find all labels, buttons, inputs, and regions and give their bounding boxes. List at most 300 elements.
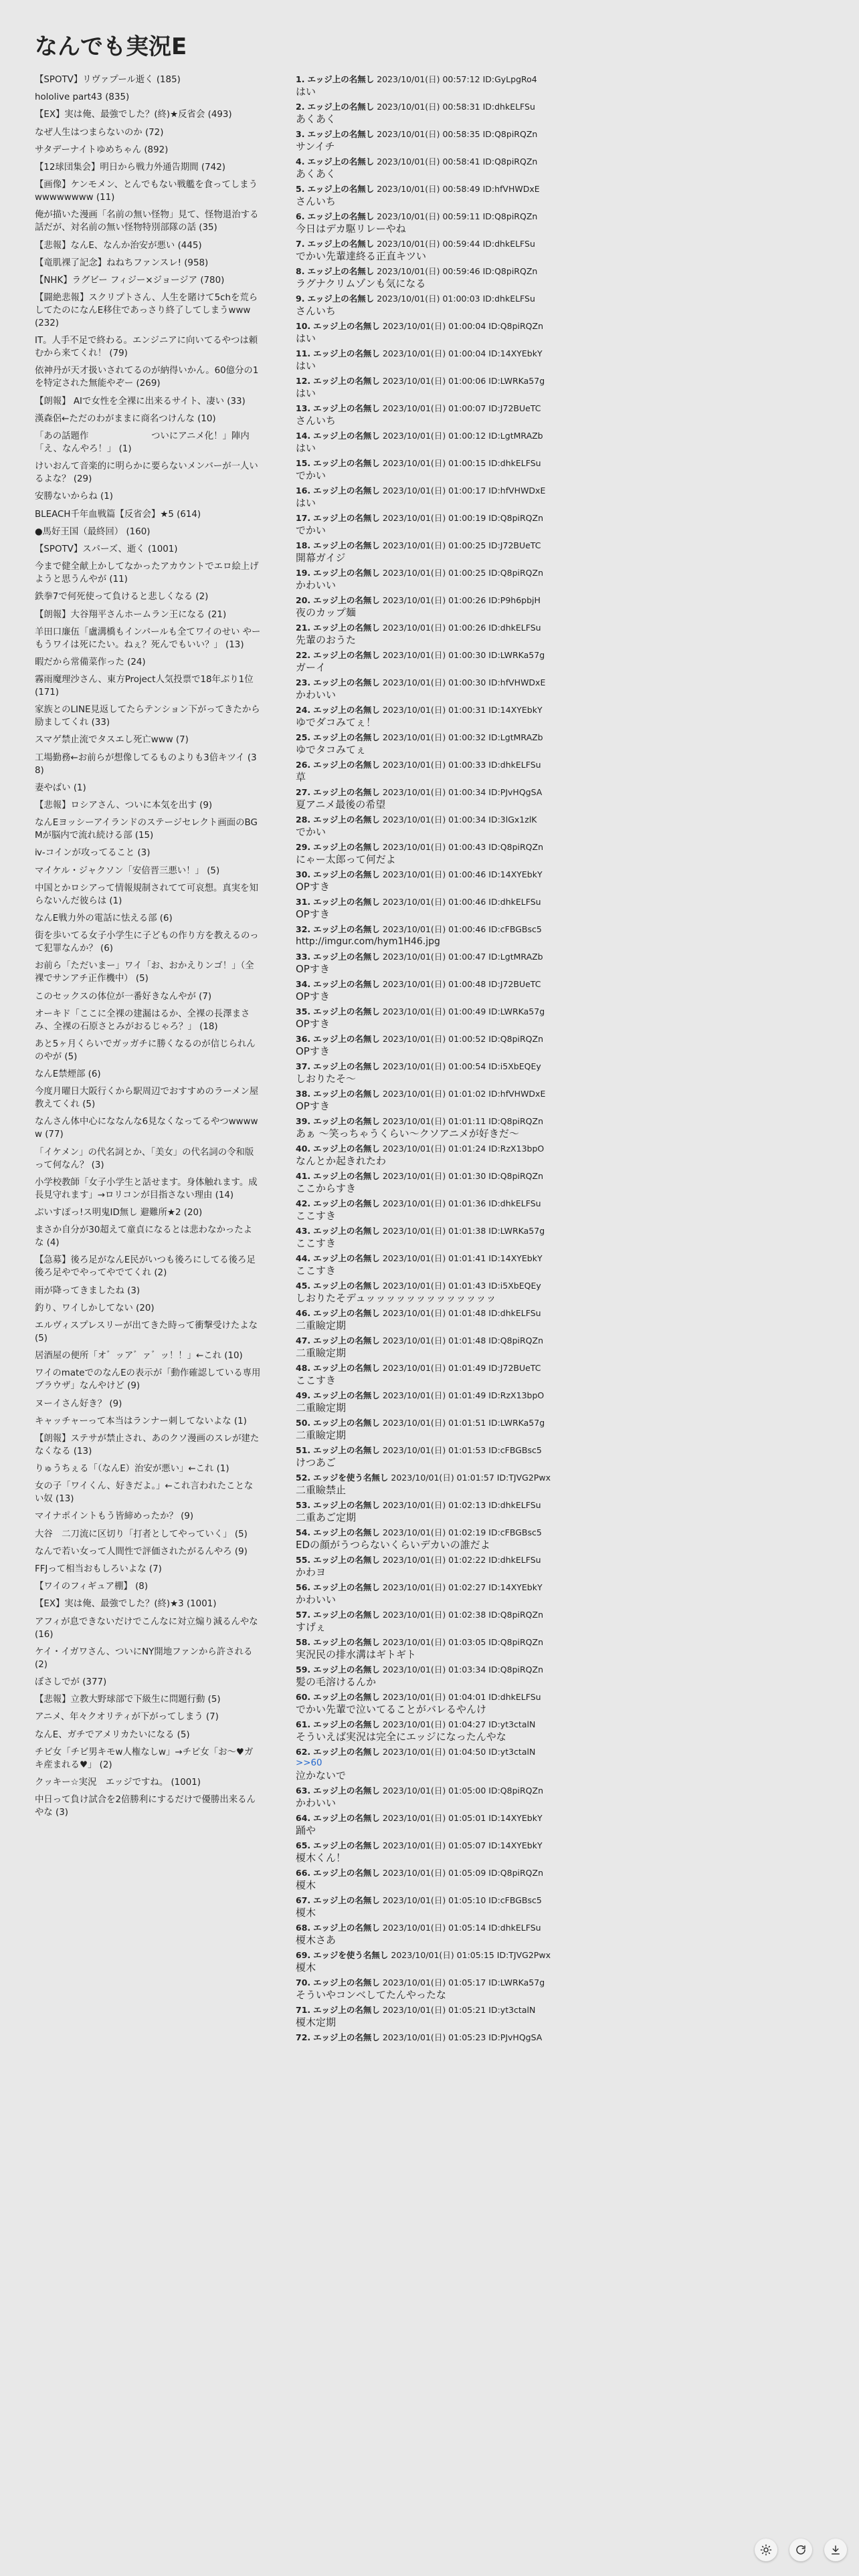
post-number[interactable]: 45. <box>296 1281 311 1291</box>
thread-link[interactable]: IT。人手不足で終わる。エンジニアに向いてるやつは頼むから来てくれ！ (79) <box>35 336 258 359</box>
thread-link[interactable]: けいおんて音楽的に明らかに要らないメンバーが一人いるよな？ (29) <box>35 461 258 485</box>
poster-name: エッジ上の名無し <box>313 815 380 825</box>
post-body: 開幕ガイジ <box>296 552 346 564</box>
post-date-id[interactable]: 2023/10/01(日) 00:59:11 ID:Q8piRQZn <box>377 211 538 221</box>
post-number[interactable]: 66. <box>296 1868 311 1878</box>
post-header <box>296 1895 583 1906</box>
post <box>296 1867 583 1892</box>
post-header <box>296 649 583 661</box>
thread-link[interactable]: 家族とのLINE見返してたらテンション下がってきたから励ましてくれ (33) <box>35 705 260 728</box>
post-number[interactable]: 4. <box>296 156 305 167</box>
thread-link[interactable]: hololive part43 (835) <box>35 92 130 103</box>
post-header <box>296 1609 583 1620</box>
post-header <box>296 704 583 716</box>
post <box>296 348 583 372</box>
post-number[interactable]: 69. <box>296 1950 311 1960</box>
thread-link[interactable]: 【悲報】立教大野球部で下級生に問題行動 (5) <box>35 1695 221 1705</box>
thread-link[interactable]: 【朗報】大谷翔平さんホームラン王になる (21) <box>35 609 227 620</box>
thread-link[interactable]: まさか自分が30超えて童貞になるとは悲わなかったよな (4) <box>35 1225 253 1249</box>
post <box>296 1088 583 1113</box>
post-number[interactable]: 2. <box>296 102 305 112</box>
thread-link[interactable]: なんで若い女って人間性で評価されたがるんやろ (9) <box>35 1546 248 1557</box>
post-date-id[interactable]: 2023/10/01(日) 01:00:52 ID:Q8piRQZn <box>382 1034 544 1044</box>
post <box>296 1664 583 1689</box>
post-number[interactable]: 39. <box>296 1116 311 1126</box>
post-date-id[interactable]: 2023/10/01(日) 01:03:05 ID:Q8piRQZn <box>382 1637 544 1647</box>
post-number[interactable]: 61. <box>296 1719 311 1729</box>
thread-link[interactable]: 工場勤務←お前らが想像してるものよりも3倍キツイ (38) <box>35 752 257 776</box>
post-date-id[interactable]: 2023/10/01(日) 01:00:46 ID:14XYEbkY <box>382 869 543 879</box>
post-date-id[interactable]: 2023/10/01(日) 01:01:11 ID:Q8piRQZn <box>382 1116 544 1126</box>
post-number[interactable]: 62. <box>296 1747 311 1757</box>
post-date-id[interactable]: 2023/10/01(日) 01:00:34 ID:PJvHQgSA <box>382 787 543 797</box>
thread-link[interactable]: 「あの話題作 ついにアニメ化！」陣内「え、なんやろ！」 (1) <box>35 431 250 454</box>
poster-name: エッジ上の名無し <box>313 2005 380 2015</box>
poster-name: エッジ上の名無し <box>307 266 375 276</box>
thread-link[interactable]: BLEACH千年血戦篇【反省会】★5 (614) <box>35 509 201 520</box>
post-number[interactable]: 29. <box>296 842 311 852</box>
post-header <box>296 1691 583 1703</box>
post-number[interactable]: 43. <box>296 1226 311 1236</box>
post-number[interactable]: 37. <box>296 1061 311 1071</box>
poster-name: エッジ上の名無し <box>313 431 380 441</box>
poster-name: エッジ上の名無し <box>313 1719 380 1729</box>
thread-link[interactable]: 【悲報】ロシアさん、ついに本気を出す (9) <box>35 800 213 811</box>
thread-link[interactable]: 【ワイのフィギュア棚】 (8) <box>35 1582 149 1592</box>
thread-link[interactable]: なんE、ガチでアメリカたいになる (5) <box>35 1729 190 1740</box>
post-number[interactable]: 60. <box>296 1692 311 1702</box>
post <box>296 375 583 400</box>
post-number[interactable]: 34. <box>296 979 311 989</box>
poster-name: エッジ上の名無し <box>313 1006 380 1016</box>
post-number[interactable]: 33. <box>296 952 311 962</box>
thread-link[interactable]: 中日って負け試合を2倍勝利にするだけで優勝出来るんやな (3) <box>35 1795 256 1818</box>
post-number[interactable]: 9. <box>296 294 305 304</box>
post-number[interactable]: 63. <box>296 1786 311 1796</box>
thread-link[interactable]: マイナポイントもう皆締めったか？ (9) <box>35 1511 194 1522</box>
post-date-id[interactable]: 2023/10/01(日) 01:01:48 ID:dhkELFSu <box>382 1308 541 1318</box>
post-date-id[interactable]: 2023/10/01(日) 01:00:26 ID:dhkELFSu <box>382 623 541 633</box>
post-date-id[interactable]: 2023/10/01(日) 01:05:09 ID:Q8piRQZn <box>382 1868 544 1878</box>
thread-link[interactable]: アニメ、年々クオリティが下がってしまう (7) <box>35 1712 219 1723</box>
post-date-id[interactable]: 2023/10/01(日) 01:00:47 ID:LgtMRAZb <box>382 952 543 962</box>
post-number[interactable]: 1. <box>296 74 305 84</box>
post-number[interactable]: 8. <box>296 266 305 276</box>
thread-link[interactable]: FFJって相当おもしろいよな (7) <box>35 1564 162 1574</box>
thread-link[interactable]: 【闘絶悲報】スクリプトさん、人生を賭けて5chを荒らしてたのになんE移住であっさり終了してしまうwww (232) <box>35 293 258 329</box>
thread-link[interactable]: 安勝ないからね (1) <box>35 492 113 502</box>
post-date-id[interactable]: 2023/10/01(日) 01:01:48 ID:Q8piRQZn <box>382 1335 544 1346</box>
post-date-id[interactable]: 2023/10/01(日) 01:00:25 ID:Q8piRQZn <box>382 568 544 578</box>
thread-link[interactable]: マイケル・ジャクソン「安倍晋三悪い！」 (5) <box>35 865 220 876</box>
post-date-id[interactable]: 2023/10/01(日) 00:58:31 ID:dhkELFSu <box>377 102 535 112</box>
post-date-id[interactable]: 2023/10/01(日) 01:02:27 ID:14XYEbkY <box>382 1582 543 1592</box>
post-date-id[interactable]: 2023/10/01(日) 01:01:49 ID:J72BUeTC <box>382 1363 541 1373</box>
post-header <box>296 2004 583 2016</box>
thread-link[interactable]: ぶいすぽっ!ス明鬼ID無し 避難所★2 (20) <box>35 1208 203 1218</box>
thread-link[interactable]: スマゲ禁止流でタスエし死亡www (7) <box>35 735 189 746</box>
thread-link[interactable]: 【SPOTV】リヴァプール逝く (185) <box>35 75 181 85</box>
post-number[interactable]: 10. <box>296 321 311 331</box>
post <box>296 622 583 647</box>
thread-link[interactable]: 【悲報】なんE、なんか治安が悪い (445) <box>35 240 202 251</box>
post-header <box>296 128 583 140</box>
thread-link[interactable]: ワイのmateでのなんEの表示が「動作確認している専用ブラウザ」なんやけど (9) <box>35 1368 261 1392</box>
thread-link[interactable]: 小学校教師「女子小学生と話せます。身体触れます。成長見守れます」→ロリコンが目指さない理由 (14) <box>35 1177 258 1200</box>
post-body: 髪の毛溶けるんか <box>296 1676 377 1688</box>
page-title: なんでも実況E <box>35 33 187 60</box>
post-date-id[interactable]: 2023/10/01(日) 00:58:41 ID:Q8piRQZn <box>377 156 538 167</box>
post-number[interactable]: 21. <box>296 623 311 633</box>
thread-link[interactable]: 「イケメン」の代名詞とか、「美女」の代名詞の令和版って何なん？ (3) <box>35 1147 254 1170</box>
thread-link[interactable]: 鉄拳7で何死使って負けると悲しくなる (2) <box>35 592 209 603</box>
post-number[interactable]: 26. <box>296 760 311 770</box>
thread-link[interactable]: 【EX】実は俺、最強でした？(終)★反省会 (493) <box>35 110 232 120</box>
reload-icon <box>795 2544 807 2556</box>
post <box>296 978 583 1003</box>
post <box>296 1691 583 1716</box>
post-header <box>296 1922 583 1933</box>
post-number[interactable]: 65. <box>296 1840 311 1850</box>
post-body: ここすき <box>296 1237 337 1249</box>
post-date-id[interactable]: 2023/10/01(日) 01:04:01 ID:dhkELFSu <box>382 1692 541 1702</box>
post-date-id[interactable]: 2023/10/01(日) 01:04:50 ID:yt3ctalN <box>382 1747 536 1757</box>
thread-link[interactable]: なんE禁煙部 (6) <box>35 1069 101 1080</box>
poster-name: エッジ上の名無し <box>313 1500 380 1510</box>
post-number[interactable]: 5. <box>296 184 305 194</box>
thread-link[interactable]: 霧雨魔理沙さん、東方Project人気投票で18年ぶり1位 (171) <box>35 675 254 698</box>
thread-link[interactable]: ヌーイさん好き？ (9) <box>35 1398 122 1409</box>
post-number[interactable]: 28. <box>296 815 311 825</box>
thread-link[interactable]: ⅳ-コインが攻ってること (3) <box>35 848 151 859</box>
post-number[interactable]: 42. <box>296 1198 311 1208</box>
post-header <box>296 732 583 743</box>
post <box>296 1061 583 1085</box>
post-date-id[interactable]: 2023/10/01(日) 01:00:54 ID:i5XbEQEy <box>382 1061 541 1071</box>
post-date-id[interactable]: 2023/10/01(日) 01:00:03 ID:dhkELFSu <box>377 294 535 304</box>
post-number[interactable]: 47. <box>296 1335 311 1346</box>
thread-link[interactable]: 暇だから常備菜作った (24) <box>35 657 146 667</box>
post-header <box>296 403 583 414</box>
post-date-id[interactable]: 2023/10/01(日) 00:58:35 ID:Q8piRQZn <box>377 129 538 139</box>
post-number[interactable]: 50. <box>296 1418 311 1428</box>
post-date-id[interactable]: 2023/10/01(日) 01:02:13 ID:dhkELFSu <box>382 1500 541 1510</box>
thread-link[interactable]: 居酒屋の便所「オ゛ッア゛ァ゛ッ！！」←これ (10) <box>35 1351 243 1362</box>
post-date-id[interactable]: 2023/10/01(日) 01:02:22 ID:dhkELFSu <box>382 1555 541 1565</box>
post-date-id[interactable]: 2023/10/01(日) 01:00:46 ID:cFBGBsc5 <box>382 924 542 934</box>
post-body: ここからすき <box>296 1182 357 1194</box>
post-body: でかい <box>296 524 326 536</box>
thread-link[interactable]: オーキド「ここに全裸の建漏はるか、全裸の長澤まさみ、全裸の石原さとみがおるじゃろ？」 (18) <box>35 1008 250 1032</box>
post-body[interactable]: http://imgur.com/hym1H46.jpg <box>296 936 440 947</box>
thread-link[interactable]: 【EX】実は俺、最強でした？(終)★3 (1001) <box>35 1599 217 1610</box>
post-date-id[interactable]: 2023/10/01(日) 01:00:34 ID:3lGx1zlK <box>382 815 537 825</box>
post-number[interactable]: 25. <box>296 732 311 742</box>
post-body: さんいち <box>296 415 337 427</box>
post-date-id[interactable]: 2023/10/01(日) 01:01:41 ID:14XYEbkY <box>382 1253 543 1263</box>
thread-link[interactable]: お前ら「ただいまー」ワイ「お、おかえりンゴ！」（全裸でサンアチ正作機中） (5) <box>35 961 254 984</box>
post-date-id[interactable]: 2023/10/01(日) 00:57:12 ID:GyLpgRo4 <box>377 74 537 84</box>
theme-toggle-button[interactable] <box>755 2539 777 2561</box>
post-body: なんとか起きれたわ <box>296 1155 387 1167</box>
thread-link[interactable]: 【SPOTV】スパーズ、逝く (1001) <box>35 544 178 554</box>
post-body: でかい <box>296 469 326 481</box>
post-number[interactable]: 32. <box>296 924 311 934</box>
thread-link[interactable]: ケイ・イガワさん、ついにNY開地ファンから許される (2) <box>35 1646 253 1670</box>
post-date-id[interactable]: 2023/10/01(日) 01:00:19 ID:Q8piRQZn <box>382 513 544 523</box>
post-date-id[interactable]: 2023/10/01(日) 01:02:19 ID:cFBGBsc5 <box>382 1527 542 1537</box>
thread-link[interactable]: 今度月曜日大阪行くから駅周辺でおすすめのラーメン屋教えてくれ (5) <box>35 1087 259 1110</box>
post-header <box>296 869 583 880</box>
post-date-id[interactable]: 2023/10/01(日) 01:00:30 ID:hfVHWDxE <box>382 677 546 687</box>
thread-link[interactable]: ぼさしでが (377) <box>35 1677 107 1687</box>
post-number[interactable]: 36. <box>296 1034 311 1044</box>
post-number[interactable]: 12. <box>296 376 311 386</box>
thread-link[interactable]: 【朗報】ステサが禁止され、あのクソ漫画のスレが建たなくなる (13) <box>35 1433 260 1457</box>
post-date-id[interactable]: 2023/10/01(日) 00:59:44 ID:dhkELFSu <box>377 239 535 249</box>
thread-link[interactable]: りゅうちぇる「（なんE）治安が悪い」←これ (1) <box>35 1464 229 1475</box>
post-number[interactable]: 19. <box>296 568 311 578</box>
post <box>296 1499 583 1524</box>
post <box>296 1253 583 1277</box>
poster-name: エッジ上の名無し <box>313 1061 380 1071</box>
post-number[interactable]: 38. <box>296 1089 311 1099</box>
poster-name: エッジ上の名無し <box>313 979 380 989</box>
thread-link[interactable]: なんさん体中心にななんな6見なくなってるやつwwwww (77) <box>35 1117 258 1140</box>
post-number[interactable]: 52. <box>296 1473 311 1483</box>
post-number[interactable]: 14. <box>296 431 311 441</box>
poster-name: エッジ上の名無し <box>313 513 380 523</box>
post-date-id[interactable]: 2023/10/01(日) 00:59:46 ID:Q8piRQZn <box>377 266 538 276</box>
post-date-id[interactable]: 2023/10/01(日) 01:05:17 ID:LWRKa57g <box>382 1977 545 1988</box>
thread-link[interactable]: このセックスの体位が一番好きなんやが (7) <box>35 991 212 1002</box>
post <box>296 1417 583 1442</box>
post <box>296 320 583 345</box>
post-number[interactable]: 48. <box>296 1363 311 1373</box>
post-date-id[interactable]: 2023/10/01(日) 01:00:07 ID:J72BUeTC <box>382 403 541 413</box>
post-date-id[interactable]: 2023/10/01(日) 01:00:31 ID:14XYEbkY <box>382 705 543 715</box>
post-date-id[interactable]: 2023/10/01(日) 01:00:26 ID:P9h6pbjH <box>382 595 541 605</box>
post-body: にゃー太郎って何だよ <box>296 853 396 865</box>
thread-link[interactable]: 羊田口廉伍「盧溝橋もインパールも全てワイのせい やーもうワイは死にたい。ねぇ？死んでもいい？」 (13) <box>35 627 261 650</box>
post-number[interactable]: 72. <box>296 2032 311 2042</box>
post-date-id[interactable]: 2023/10/01(日) 01:05:23 ID:PJvHQgSA <box>382 2032 543 2042</box>
post-date-id[interactable]: 2023/10/01(日) 01:00:06 ID:LWRKa57g <box>382 376 545 386</box>
post-number[interactable]: 3. <box>296 129 305 139</box>
thread-link[interactable]: あと5ヶ月くらいでガッガチに勝くなるのが信じられんのやが (5) <box>35 1039 256 1062</box>
post-date-id[interactable]: 2023/10/01(日) 01:00:43 ID:Q8piRQZn <box>382 842 544 852</box>
post-body: あぁ ～笑っちゃうくらい～クソアニメが好きだ～ <box>296 1128 519 1140</box>
post-date-id[interactable]: 2023/10/01(日) 01:01:43 ID:i5XbEQEy <box>382 1281 541 1291</box>
thread-link[interactable]: 【竜肌裸了記念】ねねちファンスレ! (958) <box>35 257 209 268</box>
post-number[interactable]: 7. <box>296 239 305 249</box>
thread-link[interactable]: 【画像】ケンモメン、とんでもない戦艦を食ってしまうwwwwwwww (11) <box>35 180 258 203</box>
post-number[interactable]: 57. <box>296 1610 311 1620</box>
post-date-id[interactable]: 2023/10/01(日) 01:01:49 ID:RzX13bpO <box>382 1390 545 1400</box>
post-number[interactable]: 15. <box>296 458 311 468</box>
post-number[interactable]: 27. <box>296 787 311 797</box>
post <box>296 1977 583 2002</box>
post-date-id[interactable]: 2023/10/01(日) 01:00:33 ID:dhkELFSu <box>382 760 541 770</box>
post-date-id[interactable]: 2023/10/01(日) 01:05:07 ID:14XYEbkY <box>382 1840 543 1850</box>
post-date-id[interactable]: 2023/10/01(日) 01:01:36 ID:dhkELFSu <box>382 1198 541 1208</box>
post-date-id[interactable]: 2023/10/01(日) 01:01:38 ID:LWRKa57g <box>382 1226 545 1236</box>
post-date-id[interactable]: 2023/10/01(日) 01:05:10 ID:cFBGBsc5 <box>382 1895 542 1905</box>
thread-link[interactable]: アフィが息できないだけでこんなに対立煽り減るんやな (16) <box>35 1616 258 1640</box>
post-body: OPすき <box>296 1045 330 1057</box>
poster-name: エッジ上の名無し <box>313 1198 380 1208</box>
post-number[interactable]: 6. <box>296 211 305 221</box>
post-date-id[interactable]: 2023/10/01(日) 01:05:21 ID:yt3ctalN <box>382 2005 536 2015</box>
thread-link[interactable]: キャッチャーって本当はランナー刺してないよな (1) <box>35 1416 247 1426</box>
thread-link[interactable]: なんE戦力外の電話に怯える部 (6) <box>35 913 173 924</box>
thread-link[interactable]: 雨が降ってきましたね (3) <box>35 1285 140 1296</box>
post <box>296 759 583 784</box>
post <box>296 1582 583 1606</box>
post-number[interactable]: 56. <box>296 1582 311 1592</box>
post-body: あくあく <box>296 168 337 180</box>
thread-link[interactable]: 俺が描いた漫画「名前の無い怪物」見て、怪物退治する話だが、対名前の無い怪物特別部隊の話 (35) <box>35 210 259 233</box>
post-date-id[interactable]: 2023/10/01(日) 01:00:30 ID:LWRKa57g <box>382 650 545 660</box>
post-number[interactable]: 59. <box>296 1665 311 1675</box>
thread-link[interactable]: 【急募】後ろ足がなんE民がいつも後ろにしてる後ろ足後ろ足やでやってやでてくれ (2) <box>35 1255 256 1279</box>
thread-link[interactable]: サタデーナイトゆめちゃん (892) <box>35 144 169 155</box>
post-number[interactable]: 30. <box>296 869 311 879</box>
post-number[interactable]: 68. <box>296 1923 311 1933</box>
poster-name: エッジ上の名無し <box>313 486 380 496</box>
thread-link[interactable]: 【朗報】 AIで女性を全裸に出来るサイト、凄い (33) <box>35 396 246 407</box>
post-date-id[interactable]: 2023/10/01(日) 01:02:38 ID:Q8piRQZn <box>382 1610 544 1620</box>
post-date-id[interactable]: 2023/10/01(日) 01:01:57 ID:TJVG2Pwx <box>391 1473 551 1483</box>
post <box>296 1527 583 1551</box>
poster-name: エッジ上の名無し <box>313 732 380 742</box>
post-number[interactable]: 13. <box>296 403 311 413</box>
post-date-id[interactable]: 2023/10/01(日) 01:00:49 ID:LWRKa57g <box>382 1006 545 1016</box>
post <box>296 704 583 729</box>
post-number[interactable]: 44. <box>296 1253 311 1263</box>
thread-link[interactable]: エルヴィスプレスリーが出てきた時って衝撃受けたよな (5) <box>35 1320 258 1344</box>
post-number[interactable]: 16. <box>296 486 311 496</box>
post-number[interactable]: 54. <box>296 1527 311 1537</box>
post-date-id[interactable]: 2023/10/01(日) 01:00:12 ID:LgtMRAZb <box>382 431 543 441</box>
thread-link[interactable]: 妻やばい (1) <box>35 782 86 793</box>
thread-link[interactable]: 漢森侶←ただのわがままに商名つけんな (10) <box>35 413 216 424</box>
thread-link[interactable]: 女の子「ワイくん、好きだよ。」←これ言われたことない奴 (13) <box>35 1481 254 1505</box>
post-date-id[interactable]: 2023/10/01(日) 01:04:27 ID:yt3ctalN <box>382 1719 536 1729</box>
post-number[interactable]: 49. <box>296 1390 311 1400</box>
reply-anchor-link[interactable]: >>60 <box>296 1758 322 1768</box>
post-date-id[interactable]: 2023/10/01(日) 01:00:17 ID:hfVHWDxE <box>382 486 546 496</box>
post-number[interactable]: 67. <box>296 1895 311 1905</box>
post-date-id[interactable]: 2023/10/01(日) 01:01:24 ID:RzX13bpO <box>382 1144 545 1154</box>
thread-link[interactable]: 釣り、ワイしかしてない (20) <box>35 1303 155 1313</box>
poster-name: エッジ上の名無し <box>313 458 380 468</box>
post-number[interactable]: 11. <box>296 348 311 358</box>
post-date-id[interactable]: 2023/10/01(日) 01:03:34 ID:Q8piRQZn <box>382 1665 544 1675</box>
download-button[interactable] <box>824 2539 847 2561</box>
thread-link[interactable]: 【NHK】ラグビー フィジー×ジョージア (780) <box>35 275 225 286</box>
poster-name: エッジ上の名無し <box>307 184 375 194</box>
poster-name: エッジ上の名無し <box>313 760 380 770</box>
post-header <box>296 978 583 990</box>
post-number[interactable]: 18. <box>296 540 311 550</box>
post-number[interactable]: 64. <box>296 1813 311 1823</box>
post-date-id[interactable]: 2023/10/01(日) 01:01:51 ID:LWRKa57g <box>382 1418 545 1428</box>
post-date-id[interactable]: 2023/10/01(日) 01:00:04 ID:14XYEbkY <box>382 348 543 358</box>
thread-link[interactable]: 【12球団集会】明日から戦力外通告期間 (742) <box>35 162 225 173</box>
thread-link[interactable]: なんEヨッシーアイランドのステージセレクト画面のBGMが脳内で流れ続ける部 (15) <box>35 818 258 841</box>
poster-name: エッジ上の名無し <box>313 869 380 879</box>
post-number[interactable]: 58. <box>296 1637 311 1647</box>
post-body: OPすき <box>296 1100 330 1112</box>
thread-link[interactable]: 街を歩いてる女子小学生に子どもの作り方を教えるのって犯罪なんか？ (6) <box>35 931 259 954</box>
post-date-id[interactable]: 2023/10/01(日) 01:05:15 ID:TJVG2Pwx <box>391 1950 551 1960</box>
post-date-id[interactable]: 2023/10/01(日) 01:01:30 ID:Q8piRQZn <box>382 1171 544 1181</box>
post-number[interactable]: 22. <box>296 650 311 660</box>
post-date-id[interactable]: 2023/10/01(日) 01:05:00 ID:Q8piRQZn <box>382 1786 544 1796</box>
post-number[interactable]: 71. <box>296 2005 311 2015</box>
post-body: はい <box>296 86 316 98</box>
thread-link[interactable]: なぜ人生はつまらないのか (72) <box>35 127 164 138</box>
post-date-id[interactable]: 2023/10/01(日) 01:00:32 ID:LgtMRAZb <box>382 732 543 742</box>
thread-link[interactable]: 依神丹が天才扱いされてるのが納得いかん。60億分の1を特定された無能やぞー (269) <box>35 366 259 389</box>
post-date-id[interactable]: 2023/10/01(日) 01:00:15 ID:dhkELFSu <box>382 458 541 468</box>
post-date-id[interactable]: 2023/10/01(日) 00:58:49 ID:hfVHWDxE <box>377 184 540 194</box>
post-number[interactable]: 41. <box>296 1171 311 1181</box>
post-number[interactable]: 46. <box>296 1308 311 1318</box>
thread-link[interactable]: 今まで健全献上かしてなかったアカウントでエロ絵上げようと思うんやが (11) <box>35 562 259 585</box>
post-date-id[interactable]: 2023/10/01(日) 01:05:14 ID:dhkELFSu <box>382 1923 541 1933</box>
post-number[interactable]: 51. <box>296 1445 311 1455</box>
post-number[interactable]: 24. <box>296 705 311 715</box>
post-date-id[interactable]: 2023/10/01(日) 01:00:25 ID:J72BUeTC <box>382 540 541 550</box>
post-header <box>296 1390 583 1401</box>
post-number[interactable]: 23. <box>296 677 311 687</box>
post-date-id[interactable]: 2023/10/01(日) 01:01:53 ID:cFBGBsc5 <box>382 1445 542 1455</box>
post-body: 二重あご定期 <box>296 1511 357 1523</box>
thread-link[interactable]: 大谷 二刀流に区切り「打者としてやっていく」 (5) <box>35 1529 248 1539</box>
post-header <box>296 1867 583 1879</box>
post-body: ここすき <box>296 1210 337 1222</box>
post-date-id[interactable]: 2023/10/01(日) 01:00:04 ID:Q8piRQZn <box>382 321 544 331</box>
post-header <box>296 320 583 332</box>
post-number[interactable]: 35. <box>296 1006 311 1016</box>
post-number[interactable]: 53. <box>296 1500 311 1510</box>
thread-link[interactable]: チビ女「チビ男キモw人権なしw」→チビ女「お〜♥ガキ産まれる♥」 (2) <box>35 1747 254 1770</box>
poster-name: エッジを使う名無し <box>313 1950 389 1960</box>
post-body: あくあく <box>296 113 337 125</box>
reload-button[interactable] <box>789 2539 812 2561</box>
post-body: はい <box>296 497 316 509</box>
post-number[interactable]: 31. <box>296 897 311 907</box>
post-number[interactable]: 40. <box>296 1144 311 1154</box>
post-number[interactable]: 55. <box>296 1555 311 1565</box>
post-date-id[interactable]: 2023/10/01(日) 01:00:46 ID:dhkELFSu <box>382 897 541 907</box>
post-header <box>296 1664 583 1675</box>
post-number[interactable]: 70. <box>296 1977 311 1988</box>
poster-name: エッジ上の名無し <box>313 1445 380 1455</box>
post-date-id[interactable]: 2023/10/01(日) 01:01:02 ID:hfVHWDxE <box>382 1089 546 1099</box>
thread-link[interactable]: ●馬好王国（最終回） (160) <box>35 526 151 537</box>
poster-name: エッジ上の名無し <box>313 1034 380 1044</box>
post-number[interactable]: 20. <box>296 595 311 605</box>
thread-link[interactable]: 中国とかロシアって情報規制されてて可哀想。真実を知らないんだ彼らは (1) <box>35 883 258 906</box>
poster-name: エッジを使う名無し <box>313 1473 389 1483</box>
post-number[interactable]: 17. <box>296 513 311 523</box>
thread-link[interactable]: クッキー☆実況 エッジですね。 (1001) <box>35 1777 201 1788</box>
post-date-id[interactable]: 2023/10/01(日) 01:00:48 ID:J72BUeTC <box>382 979 541 989</box>
post-date-id[interactable]: 2023/10/01(日) 01:05:01 ID:14XYEbkY <box>382 1813 543 1823</box>
